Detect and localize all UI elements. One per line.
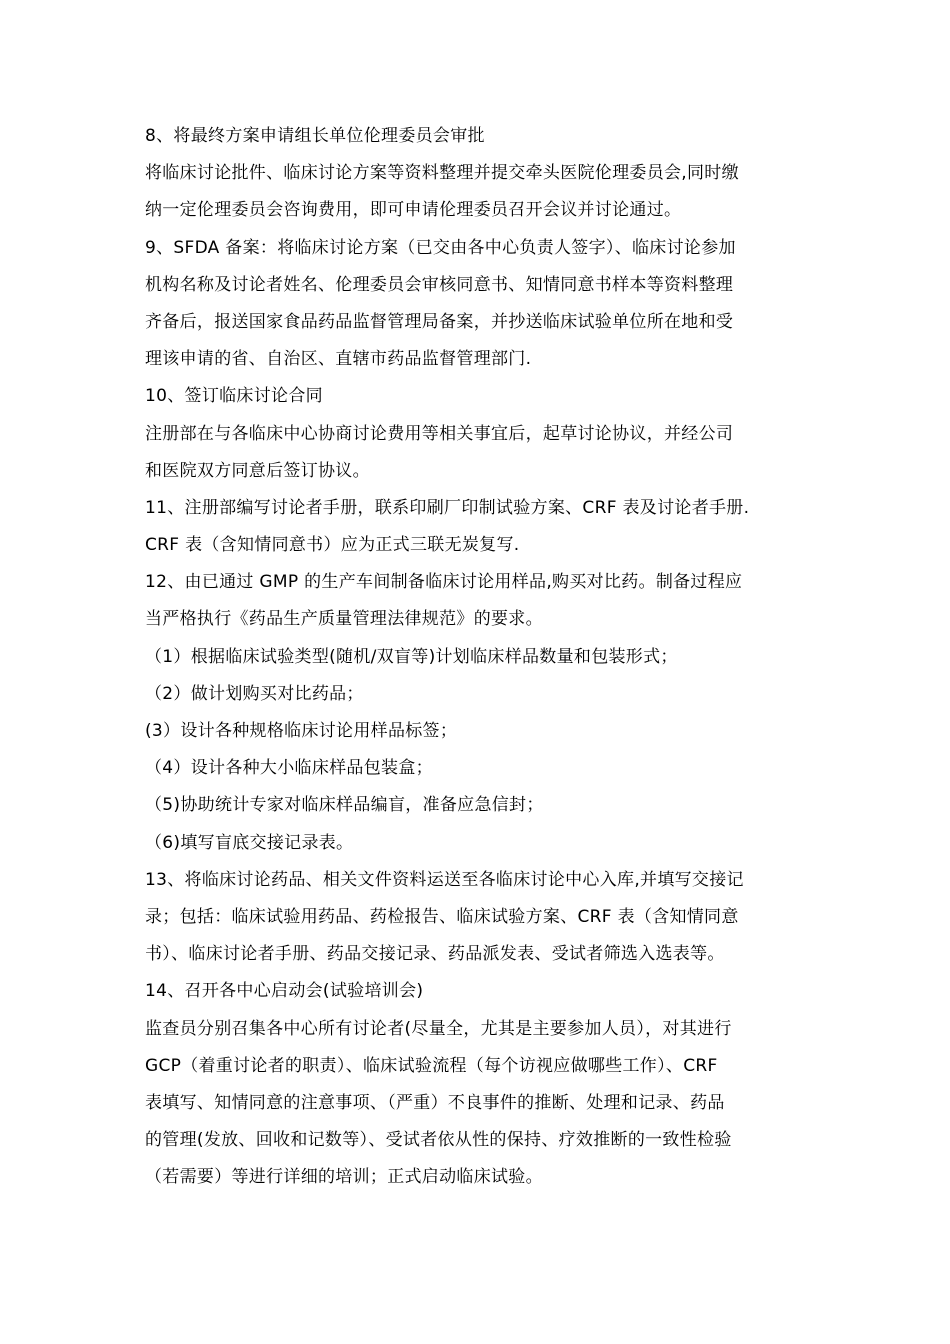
paragraph-line: 注册部在与各临床中心协商讨论费用等相关事宜后，起草讨论协议，并经公司 [145,423,734,444]
paragraph-line: 当严格执行《药品生产质量管理法律规范》的要求。 [145,609,543,630]
heading-step-9: 9、SFDA 备案：将临床讨论方案（已交由各中心负责人签字）、临床讨论参加 [145,237,736,258]
heading-step-13: 13、将临床讨论药品、相关文件资料运送至各临床讨论中心入库,并填写交接记 [145,869,744,890]
paragraph-line: CRF 表（含知情同意书）应为正式三联无炭复写. [145,535,520,556]
list-item: (3）设计各种规格临床讨论用样品标签； [145,721,458,741]
heading-step-10: 10、签订临床讨论合同 [145,386,323,407]
paragraph-line: 的管理(发放、回收和记数等）、受试者依从性的保持、疗效推断的一致性检验 [145,1130,732,1151]
list-item: （2）做计划购买对比药品； [145,683,364,704]
heading-step-12: 12、由已通过 GMP 的生产车间制备临床讨论用样品,购买对比药。制备过程应 [145,572,743,593]
paragraph-line: 理该申请的省、自治区、直辖市药品监督管理部门. [145,349,532,370]
list-item: （1）根据临床试验类型(随机/双盲等)计划临床样品数量和包装形式； [145,646,678,667]
heading-step-8: 8、将最终方案申请组长单位伦理委员会审批 [145,126,485,146]
heading-step-11: 11、注册部编写讨论者手册，联系印刷厂印制试验方案、CRF 表及讨论者手册. [145,497,750,518]
list-item: （4）设计各种大小临床样品包装盒； [145,758,433,779]
paragraph-line: 齐备后，报送国家食品药品监督管理局备案，并抄送临床试验单位所在地和受 [145,311,734,332]
document-body [145,118,810,1196]
list-item: （5)协助统计专家对临床样品编盲，准备应急信封； [145,795,544,816]
paragraph-line: GCP（着重讨论者的职责）、临床试验流程（每个访视应做哪些工作）、CRF [145,1055,718,1076]
paragraph-line: 纳一定伦理委员会咨询费用，即可申请伦理委员召开会议并讨论通过。 [145,200,682,221]
paragraph-line: 和医院双方同意后签订协议。 [145,460,370,481]
paragraph-line: 表填写、知情同意的注意事项、（严重）不良事件的推断、处理和记录、药品 [145,1092,725,1113]
paragraph-line: 录；包括：临床试验用药品、药检报告、临床试验方案、CRF 表（含知情同意 [145,906,739,927]
paragraph-line: 将临床讨论批件、临床讨论方案等资料整理并提交牵头医院伦理委员会,同时缴 [145,163,739,184]
paragraph-line: 书）、临床讨论者手册、药品交接记录、药品派发表、受试者筛选入选表等。 [145,944,725,965]
paragraph-line: （若需要）等进行详细的培训；正式启动临床试验。 [145,1167,543,1188]
paragraph-line: 监查员分别召集各中心所有讨论者(尽量全，尤其是主要参加人员），对其进行 [145,1018,732,1039]
paragraph-line: 机构名称及讨论者姓名、伦理委员会审核同意书、知情同意书样本等资料整理 [145,274,734,295]
heading-step-14: 14、召开各中心启动会(试验培训会) [145,981,424,1002]
list-item: （6)填写盲底交接记录表。 [145,832,354,853]
